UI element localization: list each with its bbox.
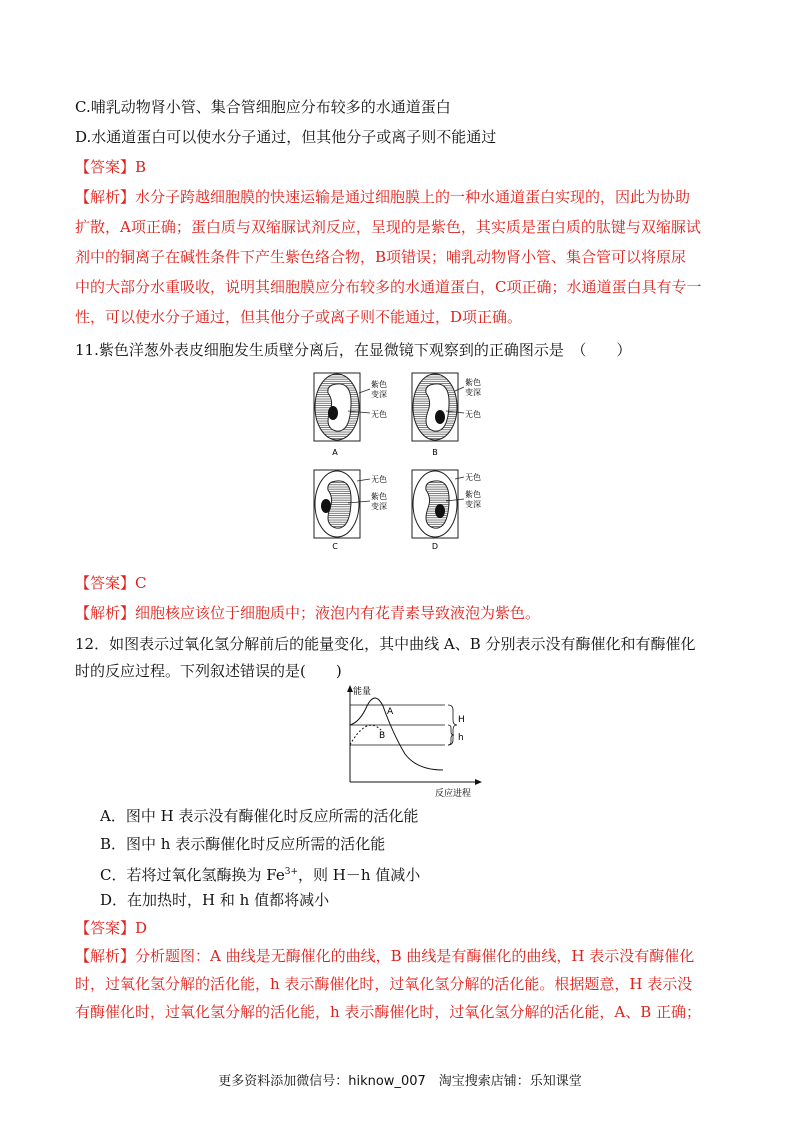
label-colorless-d: 无色 (465, 473, 481, 482)
curve-b (350, 725, 381, 745)
analysis-text: 细胞核应该位于细胞质中；液泡内有花青素导致液泡为紫色。 (135, 604, 541, 622)
option-c-superscript: 3+ (284, 867, 298, 877)
answer-value: B (135, 158, 147, 176)
q12-analysis-line-1 (75, 946, 694, 966)
analysis-tag: 【解析】 (75, 947, 136, 965)
label-deepen-d: 变深 (465, 500, 481, 509)
curve-a (350, 698, 443, 770)
q12-analysis-line-2: 时，过氧化氢分解的活化能，h 表示酶催化时，过氧化氢分解的活化能。根据题意，H 表示没 (75, 975, 693, 993)
label-H: H (458, 715, 465, 725)
x-axis-label: 反应进程 (435, 789, 472, 799)
analysis-text: 水分子跨越细胞膜的快速运输是通过细胞膜上的一种水通道蛋白实现的，因此为协助 (135, 188, 691, 206)
label-c: C (332, 542, 338, 551)
q12-analysis-line-3: 有酶催化时，过氧化氢分解的活化能，h 表示酶催化时，过氧化氢分解的活化能，A、B 正确； (75, 1003, 702, 1021)
option-c-text: C．若将过氧化氢酶换为 Fe (100, 866, 285, 884)
cell-c (314, 470, 387, 551)
label-a: A (332, 448, 338, 457)
q12-option-b: B．图中 h 表示酶催化时反应所需的活化能 (100, 835, 386, 853)
label-purple-b: 紫色 (465, 378, 481, 387)
q10-answer (75, 157, 146, 177)
q10-analysis-line-2: 扩散，A项正确；蛋白质与双缩脲试剂反应，呈现的是紫色，其实质是蛋白质的肽键与双缩脲试 (75, 218, 701, 236)
q12-answer (75, 918, 147, 938)
label-deepen-a: 变深 (371, 390, 387, 399)
analysis-tag: 【解析】 (75, 604, 136, 622)
q12-energy-diagram (335, 682, 495, 800)
curve-b-label: B (379, 731, 386, 741)
q12-question-line-1: 12．如图表示过氧化氢分解前后的能量变化，其中曲线 A、B 分别表示没有酶催化和有酶催化 (75, 635, 696, 653)
label-purple-c: 紫色 (371, 492, 387, 501)
label-colorless-b: 无色 (465, 410, 481, 419)
analysis-text: 分析题图：A 曲线是无酶催化的曲线，B 曲线是有酶催化的曲线，H 表示没有酶催化 (135, 947, 695, 965)
label-d: D (431, 542, 439, 551)
label-colorless-a: 无色 (371, 410, 387, 419)
curve-a-label: A (387, 707, 394, 717)
answer-value: C (135, 574, 147, 592)
q10-analysis-line-1 (75, 187, 690, 207)
y-axis-label: 能量 (353, 687, 372, 697)
cell-b (412, 373, 481, 457)
q10-analysis-line-4: 中的大部分水重吸收，说明其细胞膜应分布较多的水通道蛋白，C项正确；水通道蛋白具有专一 (75, 278, 702, 296)
q11-cell-figure (300, 365, 520, 555)
q11-answer (75, 573, 147, 593)
label-deepen-c: 变深 (371, 502, 387, 511)
label-b: B (432, 448, 438, 457)
cell-d (412, 470, 481, 551)
cell-a (314, 373, 387, 457)
q10-option-d: D.水通道蛋白可以使水分子通过，但其他分子或离子则不能通过 (75, 128, 497, 146)
answer-tag: 【答案】 (75, 919, 136, 937)
analysis-tag: 【解析】 (75, 188, 136, 206)
answer-tag: 【答案】 (75, 574, 136, 592)
q10-analysis-line-5: 性，可以使水分子通过，但其他分子或离子则不能通过，D项正确。 (75, 308, 523, 326)
q12-option-d: D．在加热时，H 和 h 值都将减小 (100, 891, 330, 909)
page-footer: 更多资料添加微信号：hiknow_007 淘宝搜索店铺：乐知课堂 (218, 1074, 582, 1089)
answer-tag: 【答案】 (75, 158, 136, 176)
label-colorless-c: 无色 (371, 475, 387, 484)
q11-question: 11.紫色洋葱外表皮细胞发生质壁分离后，在显微镜下观察到的正确图示是 （ ） (75, 341, 632, 359)
label-purple-a: 紫色 (371, 380, 387, 389)
q11-analysis (75, 603, 540, 623)
label-purple-d: 紫色 (465, 490, 481, 499)
answer-value: D (135, 919, 148, 937)
q10-analysis-line-3: 剂中的铜离子在碱性条件下产生紫色络合物，B项错误；哺乳动物肾小管、集合管可以将原尿 (75, 248, 687, 266)
q12-option-a: A．图中 H 表示没有酶催化时反应所需的活化能 (100, 807, 419, 825)
label-h: h (458, 733, 464, 743)
q12-option-c (100, 862, 420, 885)
option-c-text-end: ，则 H－h 值减小 (298, 866, 421, 884)
q10-option-c: C.哺乳动物肾小管、集合管细胞应分布较多的水通道蛋白 (75, 98, 451, 116)
q12-question-line-2: 时的反应过程。下列叙述错误的是( ) (75, 662, 342, 680)
label-deepen-b: 变深 (465, 388, 481, 397)
